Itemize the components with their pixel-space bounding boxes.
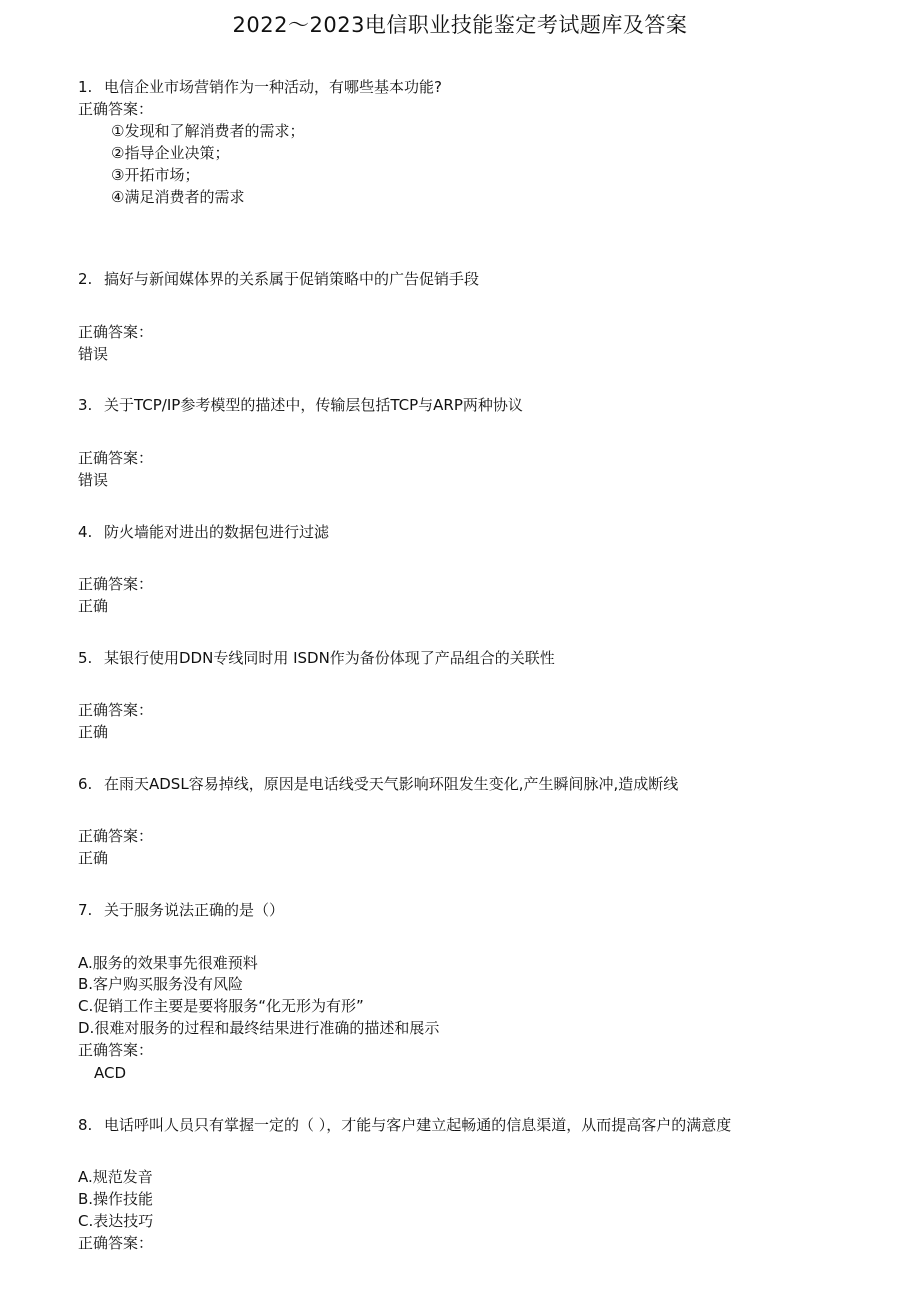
option-c: C.促销工作主要是要将服务“化无形为有形” xyxy=(78,997,364,1015)
option-b: B.操作技能 xyxy=(78,1190,154,1208)
answer-value: 错误 xyxy=(78,471,109,489)
question-8 xyxy=(78,1114,731,1136)
question-number: 7. xyxy=(78,901,93,919)
question-number: 2. xyxy=(78,270,93,288)
question-1 xyxy=(78,76,442,98)
question-number: 3. xyxy=(78,396,93,414)
answer-item: ①发现和了解消费者的需求； xyxy=(111,122,305,140)
option-b: B.客户购买服务没有风险 xyxy=(78,975,244,993)
question-text: 电话呼叫人员只有掌握一定的（ ），才能与客户建立起畅通的信息渠道，从而提高客户的满意度 xyxy=(104,1116,732,1134)
question-text: 关于TCP/IP参考模型的描述中，传输层包括TCP与ARP两种协议 xyxy=(104,396,523,414)
question-5 xyxy=(78,647,555,669)
question-number: 6. xyxy=(78,775,93,793)
option-a: A.规范发音 xyxy=(78,1168,153,1186)
answer-item: ②指导企业决策； xyxy=(111,144,230,162)
answer-label: 正确答案： xyxy=(78,701,154,719)
answer-label: 正确答案： xyxy=(78,100,154,118)
answer-value: 正确 xyxy=(78,597,109,615)
answer-item: ④满足消费者的需求 xyxy=(111,188,245,206)
question-number: 5. xyxy=(78,649,93,667)
answer-item: ③开拓市场； xyxy=(111,166,200,184)
question-3 xyxy=(78,394,523,416)
answer-label: 正确答案： xyxy=(78,575,154,593)
option-d: D.很难对服务的过程和最终结果进行准确的描述和展示 xyxy=(78,1019,440,1037)
answer-label: 正确答案： xyxy=(78,449,154,467)
answer-label: 正确答案： xyxy=(78,323,154,341)
question-6 xyxy=(78,773,678,795)
question-text: 搞好与新闻媒体界的关系属于促销策略中的广告促销手段 xyxy=(104,270,480,288)
answer-value: ACD xyxy=(94,1064,127,1082)
answer-label: 正确答案： xyxy=(78,1234,154,1252)
question-number: 1. xyxy=(78,78,93,96)
question-number: 8. xyxy=(78,1116,93,1134)
answer-value: 错误 xyxy=(78,345,109,363)
question-7 xyxy=(78,899,284,921)
question-2 xyxy=(78,268,479,290)
question-text: 某银行使用DDN专线同时用 ISDN作为备份体现了产品组合的关联性 xyxy=(104,649,555,667)
option-c: C.表达技巧 xyxy=(78,1212,154,1230)
question-text: 防火墙能对进出的数据包进行过滤 xyxy=(104,523,330,541)
question-4 xyxy=(78,521,329,543)
question-number: 4. xyxy=(78,523,93,541)
option-a: A.服务的效果事先很难预料 xyxy=(78,954,258,972)
answer-label: 正确答案： xyxy=(78,1041,154,1059)
question-text: 关于服务说法正确的是（） xyxy=(104,901,285,919)
document-title: 2022～2023电信职业技能鉴定考试题库及答案 xyxy=(232,13,688,37)
question-text: 电信企业市场营销作为一种活动，有哪些基本功能? xyxy=(104,78,442,96)
question-text: 在雨天ADSL容易掉线，原因是电话线受天气影响环阻发生变化,产生瞬间脉冲,造成断线 xyxy=(104,775,679,793)
answer-value: 正确 xyxy=(78,849,109,867)
answer-label: 正确答案： xyxy=(78,827,154,845)
answer-value: 正确 xyxy=(78,723,109,741)
